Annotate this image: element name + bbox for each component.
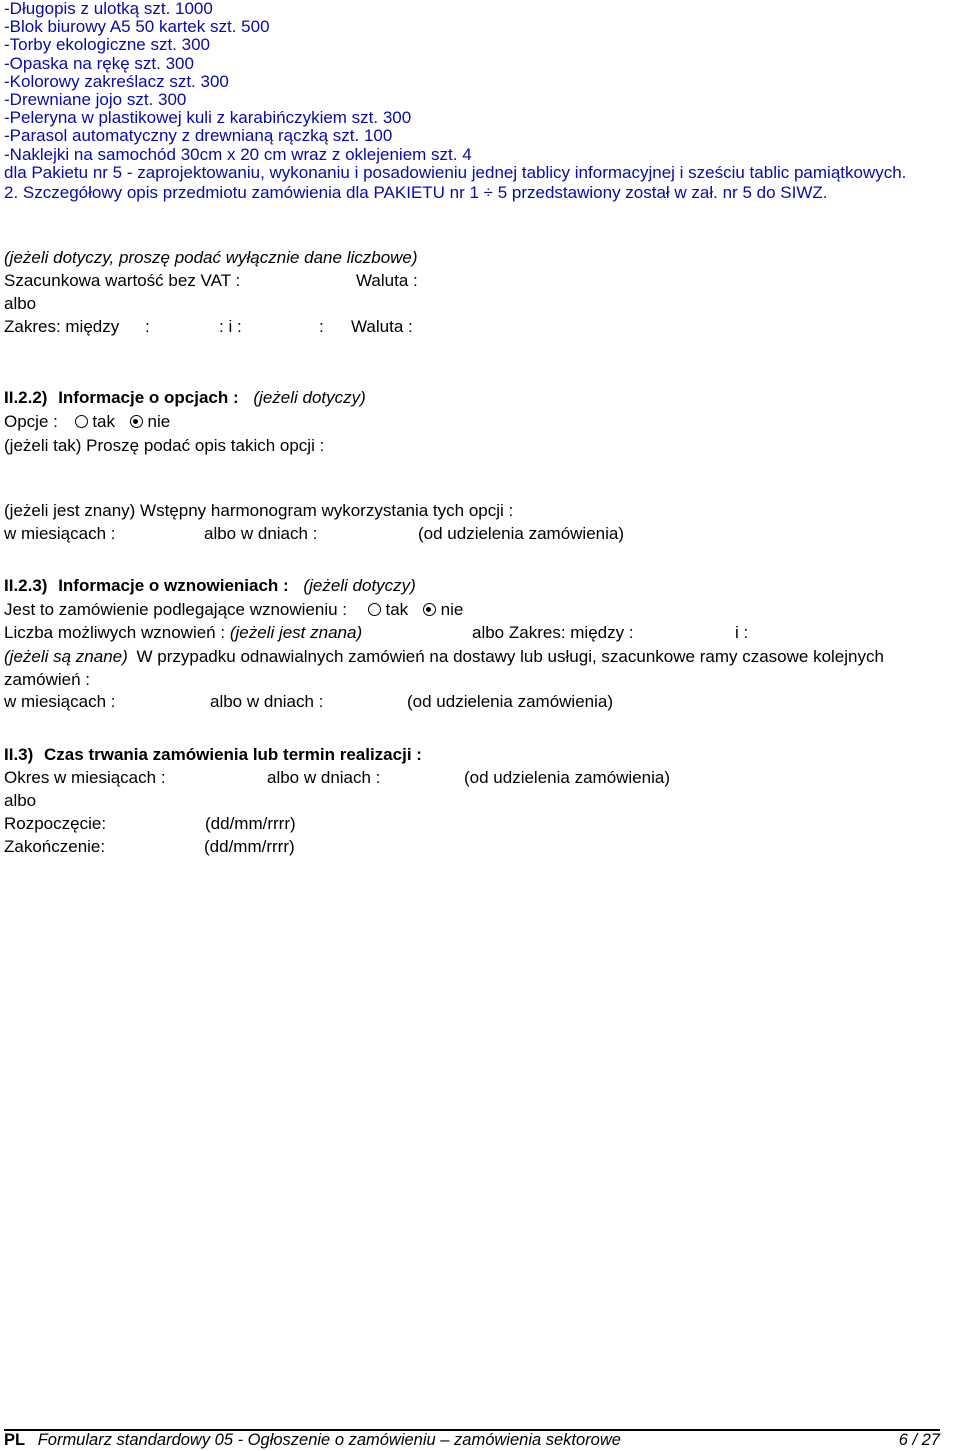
- footer-lang: PL: [4, 1431, 26, 1449]
- list-item: -Opaska na rękę szt. 300: [4, 53, 194, 73]
- options-describe: (jeżeli tak) Proszę podać opis takich opcji :: [4, 436, 325, 455]
- start-date-format: (dd/mm/rrrr): [205, 814, 296, 833]
- renewal-count-note: (jeżeli jest znana): [229, 623, 363, 642]
- renewal-row: [4, 599, 463, 620]
- duration-or: albo: [4, 791, 37, 810]
- value-note: (jeżeli dotyczy, proszę podać wyłącznie dane liczbowe): [4, 248, 418, 267]
- list-item: -Drewniane jojo szt. 300: [4, 89, 187, 109]
- renewal-range-label: albo Zakres: między :: [472, 623, 634, 642]
- section-note: (jeżeli dotyczy): [253, 388, 366, 407]
- section-2-2-2-heading: [4, 387, 366, 408]
- list-item: -Blok biurowy A5 50 kartek szt. 500: [4, 17, 270, 37]
- renewal-yes-label: tak: [385, 600, 409, 619]
- options-no-radio[interactable]: [130, 415, 143, 428]
- options-yes-label: tak: [92, 412, 116, 431]
- section-title: Czas trwania zamówienia lub termin realizacji :: [44, 745, 422, 764]
- options-months-label: w miesiącach :: [4, 524, 116, 543]
- section-note: (jeżeli dotyczy): [303, 576, 416, 595]
- detailed-description: 2. Szczegółowy opis przedmiotu zamówienia dla PAKIETU nr 1 ÷ 5 przedstawiony został w zał. nr 5 do SIWZ.: [4, 182, 828, 202]
- section-2-3-heading: [4, 744, 422, 765]
- range-colon-2: :: [319, 317, 324, 336]
- options-days-label: albo w dniach :: [204, 524, 318, 543]
- currency-label: Waluta :: [356, 271, 418, 290]
- end-date-format: (dd/mm/rrrr): [204, 837, 295, 856]
- item-list: [4, 0, 954, 202]
- renewal-count-label: Liczba możliwych wznowień :: [4, 623, 226, 642]
- options-yes-radio[interactable]: [75, 415, 88, 428]
- duration-days-label: albo w dniach :: [267, 768, 381, 787]
- renewal-yes-radio[interactable]: [368, 603, 381, 616]
- list-item: -Torby ekologiczne szt. 300: [4, 35, 210, 55]
- end-label: Zakończenie:: [4, 837, 106, 856]
- page-footer: [4, 1431, 940, 1451]
- renewal-months-label: w miesiącach :: [4, 692, 116, 711]
- renewal-from-award: (od udzielenia zamówienia): [407, 692, 614, 711]
- list-item: -Peleryna w plastikowej kuli z karabińczykiem szt. 300: [4, 108, 412, 128]
- renewal-known-text: W przypadku odnawialnych zamówień na dostawy lub usługi, szacunkowe ramy czasowe kolejnych zamówień :: [4, 647, 884, 689]
- start-label: Rozpoczęcie:: [4, 814, 107, 833]
- section-number: II.2.3): [4, 576, 48, 595]
- renewal-known-row: [4, 646, 934, 691]
- options-label: Opcje :: [4, 412, 58, 431]
- renewal-range-and: i :: [735, 623, 749, 642]
- or-label: albo: [4, 294, 37, 313]
- duration-from-award: (od udzielenia zamówienia): [464, 768, 671, 787]
- duration-months-label: Okres w miesiącach :: [4, 768, 166, 787]
- section-title: Informacje o wznowieniach :: [58, 576, 289, 595]
- estimated-value-label: Szacunkowa wartość bez VAT :: [4, 271, 241, 290]
- list-item: -Kolorowy zakreślacz szt. 300: [4, 71, 229, 91]
- list-item: -Długopis z ulotką szt. 1000: [4, 0, 213, 18]
- options-from-award: (od udzielenia zamówienia): [418, 524, 625, 543]
- options-row: [4, 411, 170, 432]
- renewal-days-label: albo w dniach :: [210, 692, 324, 711]
- section-number: II.2.2): [4, 388, 48, 407]
- package-5-description: dla Pakietu nr 5 - zaprojektowaniu, wykonaniu i posadowieniu jednej tablicy informacyjnej i sześciu tablic pamiątkowych.: [4, 162, 907, 182]
- section-number: II.3): [4, 745, 34, 764]
- section-title: Informacje o opcjach :: [58, 388, 239, 407]
- range-and: : i :: [219, 317, 242, 336]
- list-item: -Naklejki na samochód 30cm x 20 cm wraz z oklejeniem szt. 4: [4, 144, 472, 164]
- renewal-count-row: [4, 622, 362, 643]
- footer-form-title: Formularz standardowy 05 - Ogłoszenie o zamówieniu – zamówienia sektorowe: [37, 1431, 621, 1449]
- section-2-2-3-heading: [4, 575, 416, 596]
- range-colon: :: [145, 317, 150, 336]
- renewal-no-label: nie: [440, 600, 464, 619]
- renewal-no-radio[interactable]: [423, 603, 436, 616]
- range-currency-label: Waluta :: [351, 317, 413, 336]
- options-no-label: nie: [147, 412, 171, 431]
- list-item: -Parasol automatyczny z drewnianą rączką szt. 100: [4, 126, 393, 146]
- renewal-known-note: (jeżeli są znane): [4, 647, 128, 666]
- footer-page-number: 6 / 27: [898, 1431, 940, 1449]
- range-label: Zakres: między: [4, 317, 120, 336]
- renewal-label: Jest to zamówienie podlegające wznowieniu :: [4, 600, 348, 619]
- options-schedule: (jeżeli jest znany) Wstępny harmonogram wykorzystania tych opcji :: [4, 501, 514, 520]
